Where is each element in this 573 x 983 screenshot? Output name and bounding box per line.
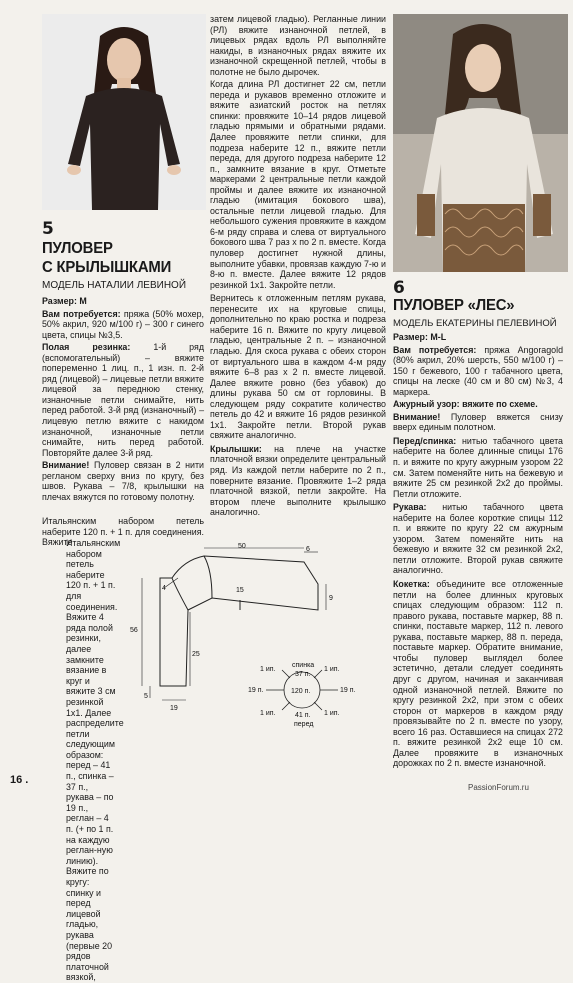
size2-label: Размер:	[393, 332, 428, 342]
dim-25: 25	[192, 651, 200, 658]
model1-column2	[210, 14, 386, 520]
footer-site: PassionForum.ru	[468, 783, 529, 792]
attention-label: Внимание!	[42, 460, 90, 471]
scheme-41: 41 п.	[295, 712, 311, 719]
dim-19: 19	[170, 705, 178, 712]
wings-label: Крылышки:	[210, 443, 262, 454]
scheme-120: 120 п.	[291, 688, 311, 695]
model2-column	[393, 332, 563, 771]
scheme-19b: 19 п.	[340, 687, 356, 694]
dim-50: 50	[238, 543, 246, 550]
scheme-ip1: 1 ип.	[260, 666, 276, 673]
rib-label: Полая резинка:	[42, 342, 131, 353]
model1-body-narrow: Итальянским набором петель наберите 120 п. + 1 п. для соединения. Вяжите 4 ряда полой резинки, далее замкните вязание в круг и вяжите 3 см резинкой 1х1. Далее распределите петли следующим образом: перед – 41 п., спинка – 37 п., рукава – по 19 п., реглан – 4 п. (+ по 1 п. на каждую реглан-ную линию). Вяжите по кругу: спинку и перед лицевой гладью, рукава (первые 20 рядов платочной вязкой,	[66, 538, 124, 983]
pattern-text: вяжите по схеме.	[462, 399, 538, 410]
sleeves-text: нитью табачного цвета наберите на более короткие спицы 112 п. и вяжите по кругу 22 см ажурным узором. Затем поменяйте нить на бежевую и вяжите 32 см резинкой 2х2, петли отложите. Второй рукав свяжите аналогично.	[393, 502, 564, 576]
scheme-19a: 19 п.	[248, 687, 264, 694]
size-value: М	[79, 296, 87, 306]
sleeves-label: Рукава:	[393, 502, 427, 513]
body-start-text-a: Итальянским набором петель наберите 120 п. + 1 п. для соединения. Вяжите	[42, 516, 204, 548]
model2-number: 6	[393, 278, 405, 298]
model1-photo	[42, 14, 206, 210]
wings-text: на плече на участке платочной вязки определите центральный ряд. Из каждой петли наберите по 2 п., поверните вязание. Провяжите 1–2 ряда платочной вязкой, петли закройте. На втором плече выполните крылышко аналогично.	[210, 443, 386, 518]
dim-9: 9	[329, 595, 333, 602]
model1-title-line2: С КРЫЛЫШКАМИ	[42, 259, 172, 276]
scheme-37: 37 п.	[295, 671, 311, 678]
model1-designer: МОДЕЛЬ НАТАЛИИ ЛЕВИНОЙ	[42, 280, 187, 291]
dim-6: 6	[306, 546, 310, 553]
col2-p3: Вернитесь к отложенным петлям рукава, перенесите их на круговые спицы, дополнительно по краю ростка и подреза наберите 16 п. Вяжите по кругу лицевой гладью, центральные 2 п. – изнаночной гладью. Для скоса рукава с обеих сторон от виртуального шва в каждом 4-м ряду вяжите 6–8 раз х 2 п. вместе лицевой. Далее вяжите ровно (без убавок) до длины рукава 50 см от горловины. В следующем ряду сократите количество петель до 42 и вяжите 16 рядов резинкой 1х1. Закройте петли. Второй рукав свяжите аналогично.	[210, 293, 386, 441]
pattern-diagram	[120, 540, 380, 770]
size-label: Размер:	[42, 296, 77, 306]
attention-text: Пуловер связан в 2 нити регланом сверху вниз по кругу, без швов. Рукава – 7/8, крылышки на плечах вяжутся по готовому полотну.	[42, 460, 205, 502]
materials-label: Вам потребуется:	[42, 308, 121, 319]
model2-designer: МОДЕЛЬ ЕКАТЕРИНЫ ПЕЛЕВИНОЙ	[393, 318, 557, 329]
front-back-label: Перед/спинка:	[393, 435, 457, 446]
page-number: 16 .	[10, 774, 29, 786]
rib-text: 1-й ряд (вспомогательный) – вяжите попеременно 1 лиц. п., 1 изн. п. 2-й ряд (лицевой) – лицевые петли вяжите лицевой за переднюю стенку, изнаночные петли снимайте, нить перед работой. 3-й ряд (изнаночный) – лицевую петлю вяжите с накидом изнаночной, изнаночные петли снимайте, нить перед работой. Повторяйте далее 3-й ряд.	[42, 342, 205, 458]
materials-text: пряжа (50% мохер, 50% акрил, 920 м/100 г) – 300 г синего цвета, спицы №3,5.	[42, 308, 204, 340]
dim-15: 15	[236, 587, 244, 594]
model1-column1	[42, 296, 204, 504]
yoke-label: Кокетка:	[393, 579, 430, 590]
model2-title: ПУЛОВЕР «ЛЕС»	[393, 297, 515, 314]
attention2-label: Внимание!	[393, 411, 441, 422]
scheme-ip2: 1 ип.	[324, 666, 340, 673]
scheme-back: спинка	[292, 662, 315, 669]
yoke-text: объедините все отложенные петли на более длинных круговых спицах следующим образом: 112 п. правого рукава, поставьте маркер, 88 п. спинки, поставьте маркер, 112 п. левого рукава, поставьте маркер, 88 п. переда, поставьте маркер. Обратите внимание, чтобы пуловер выглядел более эстетично, детали следует соединять друг с другом, начиная и заканчивая одной изнаночной петлей. Вяжите по кругу резинкой 2х2, при этом с обеих сторон от маркеров в каждом ряду провязывайте по 2 п. вместе по узору, всего 16 раз. Оставшиеся на спицах 272 п. вяжите резинкой 2х2 еще 10 см. Далее провяжите в изнаночных дорожках по 2 п. вместе изнаночной.	[393, 579, 564, 769]
front-back-text: нитью табачного цвета наберите на более длинные спицы 176 п. и вяжите по кругу ажурным узором 22 см. Затем поменяйте нить на бежевую и вяжите 25 см резинкой 2х2 до проймы. Петли отложите.	[393, 435, 563, 499]
dim-4: 4	[162, 585, 166, 592]
size2-value: M-L	[430, 332, 447, 342]
materials2-label: Вам потребуется:	[393, 344, 477, 355]
dim-56: 56	[130, 627, 138, 634]
attention2-text: Пуловер вяжется снизу вверх единым полотном.	[393, 411, 563, 433]
model2-photo	[393, 14, 568, 272]
col2-text: затем лицевой гладью). Регланные линии (РЛ) вяжите изнаночной петлей, в лицевых рядах вдоль РЛ выполняйте накиды, в изнаночных рядах вяжите их изнаночной скрещенной петлей, чтобы в полотне не было дырочек.	[210, 14, 386, 77]
model1-title-line1: ПУЛОВЕР	[42, 240, 113, 257]
materials2-text: пряжа Angoragold (80% акрил, 20% шерсть, 550 м/100 г) – 150 г бежевого, 100 г табачного цвета, спицы на леске (40 см и 80 см) №3, 4 маркера.	[393, 344, 564, 397]
pattern-label: Ажурный узор:	[393, 399, 460, 410]
col2-p2: Когда длина РЛ достигнет 22 см, петли переда и рукавов временно отложите и вяжите азиатский росток на петлях спинки: провяжите 10–14 рядов лицевой гладью прямыми и обратными рядами. Далее провяжите петли спинки, для подреза наберите 12 п., вяжите петли переда, для другого подреза наберите 12 п., замкните вязание в круг. Отметьте маркерами 2 центральные петли каждой проймы и далее вяжите их изнаночной гладью (имитация бокового шва), остальные петли лицевой гладью. Для небольшого сужения провяжите в каждом 6-м ряду справа и слева от виртуального бокового шва 7 раз х по 2 п. вместе. Когда пуловер достигнет нужной длины, выполните убавки, провязав каждую 7-ю и 8-ю п. вместе. Далее вяжите 12 рядов резинкой 1х1. Закройте петли.	[210, 79, 386, 290]
dim-5: 5	[144, 693, 148, 700]
scheme-ip4: 1 ип.	[324, 710, 340, 717]
scheme-ip3: 1 ип.	[260, 710, 276, 717]
scheme-front: перед	[294, 721, 314, 728]
model1-number: 5	[42, 219, 54, 239]
